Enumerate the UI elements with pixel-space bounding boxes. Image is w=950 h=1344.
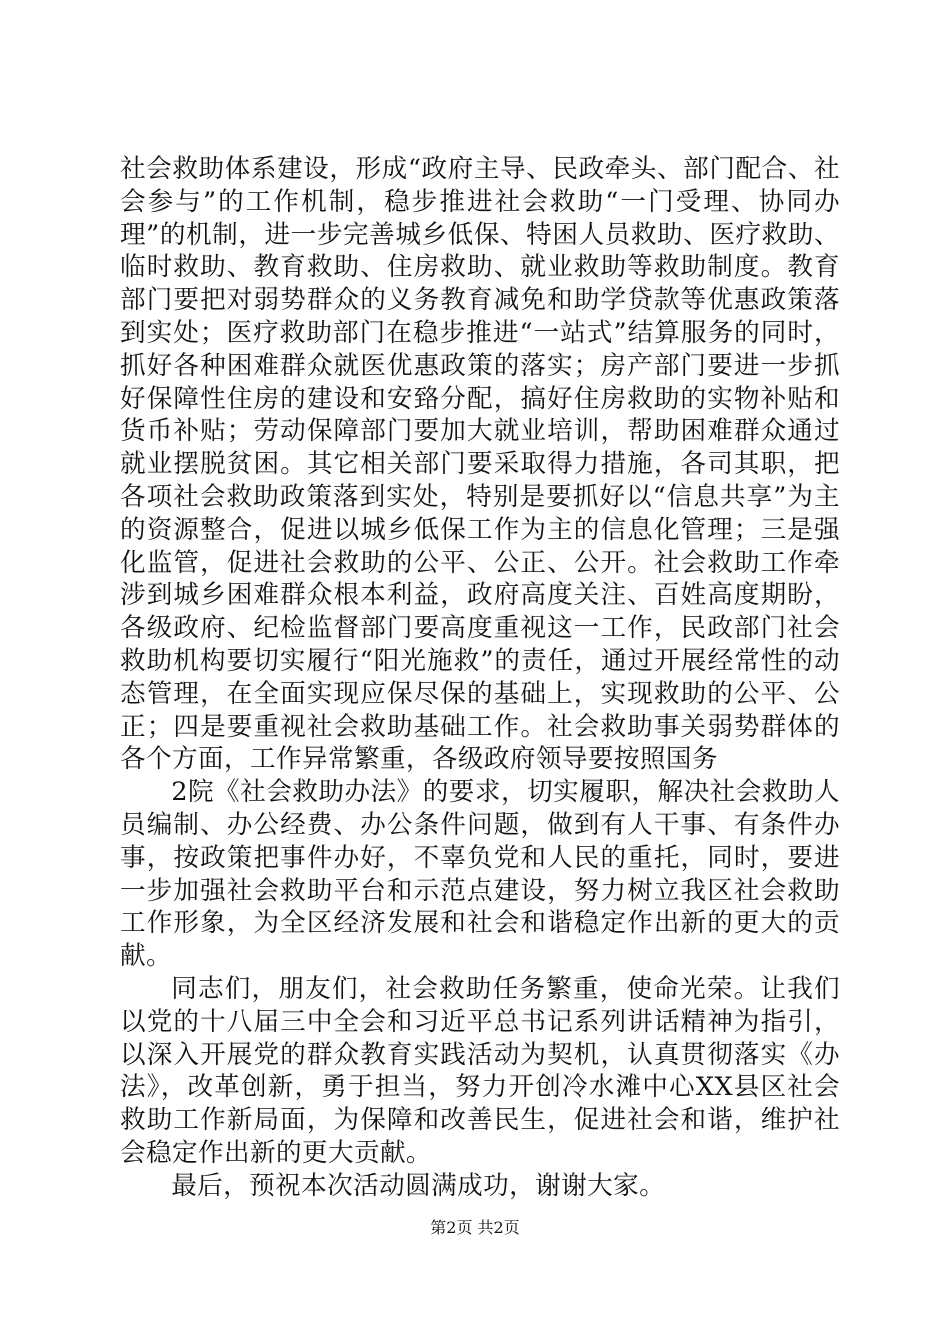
paragraph-2: 2院《社会救助办法》的要求，切实履职，解决社会救助人员编制、办公经费、办公条件问题，做到有人干事、有条件办事，按政策把事件办好，不辜负党和人民的重托，同时，要进一步加强社会救助平台和示范点建设，努力树立我区社会救助工作形象，为全区经济发展和社会和谐稳定作出新的更大的贡献。	[120, 777, 840, 972]
paragraph-3: 同志们，朋友们，社会救助任务繁重，使命光荣。让我们以党的十八届三中全会和习近平总书记系列讲话精神为指引，以深入开展党的群众教育实践活动为契机，认真贯彻落实《办法》，改革创新，勇于担当，努力开创冷水滩中心XX县区社会救助工作新局面，为保障和改善民生，促进社会和谐，维护社会稳定作出新的更大贡献。	[120, 973, 840, 1168]
paragraph-1: 社会救助体系建设，形成“政府主导、民政牵头、部门配合、社会参与”的工作机制，稳步推进社会救助“一门受理、协同办理”的机制，进一步完善城乡低保、特困人员救助、医疗救助、临时救助、教育救助、住房救助、就业救助等救助制度。教育部门要把对弱势群众的义务教育减免和助学贷款等优惠政策落到实处；医疗救助部门在稳步推进“一站式”结算服务的同时，抓好各种困难群众就医优惠政策的落实；房产部门要进一步抓好保障性住房的建设和安臵分配，搞好住房救助的实物补贴和货币补贴；劳动保障部门要加大就业培训，帮助困难群众通过就业摆脱贫困。其它相关部门要采取得力措施，各司其职，把各项社会救助政策落到实处，特别是要抓好以“信息共享”为主的资源整合，促进以城乡低保工作为主的信息化管理；三是强化监管，促进社会救助的公平、公正、公开。社会救助工作牵涉到城乡困难群众根本利益，政府高度关注、百姓高度期盼，各级政府、纪检监督部门要高度重视这一工作，民政部门社会救助机构要切实履行“阳光施救”的责任，通过开展经常性的动态管理，在全面实现应保尽保的基础上，实现救助的公平、公正；四是要重视社会救助基础工作。社会救助事关弱势群体的各个方面，工作异常繁重，各级政府领导要按照国务	[120, 154, 840, 775]
document-body	[120, 153, 840, 1203]
paragraph-4: 最后，预祝本次活动圆满成功，谢谢大家。	[171, 1170, 666, 1201]
page-footer: 第2页 共2页	[430, 1218, 520, 1237]
